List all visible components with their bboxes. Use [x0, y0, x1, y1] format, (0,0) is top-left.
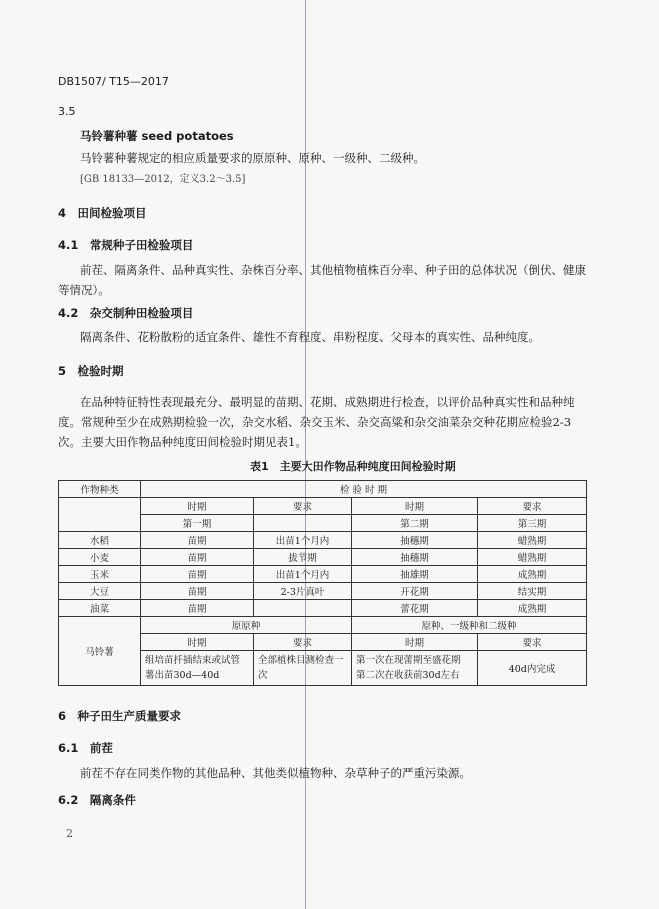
- section-4-1-text: 前茬、隔离条件、品种真实性、杂株百分率、其他植物植株百分率、种子田的总体状况（倒伏、健康等情况）。: [58, 263, 586, 297]
- crop-type-header: 作物种类: [59, 481, 141, 498]
- table-1-caption: 表1 主要大田作物品种纯度田间检验时期: [250, 460, 456, 473]
- potato-a-requirement: 全部植株目测检查一次: [254, 651, 352, 686]
- section-4-2-heading: 4.2 杂交制种田检验项目: [58, 306, 194, 320]
- page-number: 2: [66, 827, 73, 840]
- col-period: 时期: [352, 634, 478, 651]
- section-4-heading: 4 田间检验项目: [58, 206, 147, 220]
- col-requirement: 要求: [254, 498, 352, 515]
- period-header: 检 验 时 期: [141, 481, 587, 498]
- col-period: 时期: [141, 634, 254, 651]
- third-stage: 第三期: [478, 515, 587, 532]
- potato-crop: 马铃薯: [59, 617, 141, 686]
- potato-seed-class-a: 原原种: [141, 617, 352, 634]
- section-4-1-heading: 4.1 常规种子田检验项目: [58, 238, 194, 252]
- col-requirement: 要求: [478, 634, 587, 651]
- section-6-heading: 6 种子田生产质量要求: [58, 709, 182, 723]
- table-row: 小麦 苗期 拔节期 抽穗期 蜡熟期: [59, 549, 587, 566]
- table-row: 水稻 苗期 出苗1个月内 抽穗期 蜡熟期: [59, 532, 587, 549]
- first-stage: 第一期: [141, 515, 254, 532]
- section-6-1-heading: 6.1 前茬: [58, 741, 113, 755]
- potato-b-requirement: 40d内完成: [478, 651, 587, 686]
- col-period: 时期: [352, 498, 478, 515]
- potato-seed-class-b: 原种、一级种和二级种: [352, 617, 587, 634]
- section-5-heading: 5 检验时期: [58, 364, 124, 378]
- section-3-5-term: 马铃薯种薯 seed potatoes: [80, 129, 234, 143]
- table-row: 油菜 苗期 蕾花期 成熟期: [59, 600, 587, 617]
- section-3-5-reference: [GB 18133—2012，定义3.2～3.5]: [80, 174, 246, 185]
- table-row: 玉米 苗期 出苗1个月内 抽雄期 成熟期: [59, 566, 587, 583]
- col-period: 时期: [141, 498, 254, 515]
- document-code: DB1507/ T15—2017: [58, 75, 169, 88]
- second-stage: 第二期: [352, 515, 478, 532]
- table-row: 大豆 苗期 2-3片真叶 开花期 结实期: [59, 583, 587, 600]
- section-6-1-text: 前茬不存在同类作物的其他品种、其他类似植物种、杂草种子的严重污染源。: [80, 766, 471, 780]
- section-5-text: 在品种特征特性表现最充分、最明显的苗期、花期、成熟期进行检查，以评价品种真实性和品种纯度。常规种至少在成熟期检验一次，杂交水稻、杂交玉米、杂交高粱和杂交油菜杂交种花期应检验2-3次。主要大田作物品种纯度田间检验时期见表1。: [58, 395, 575, 449]
- section-4-2-text: 隔离条件、花粉散粉的适宜条件、雄性不育程度、串粉程度、父母本的真实性、品种纯度。: [80, 330, 540, 344]
- col-requirement: 要求: [254, 634, 352, 651]
- potato-a-period: 组培苗扦插结束或试管薯出苗30d—40d: [141, 651, 254, 686]
- potato-b-period: 第一次在现蕾期至盛花期 第二次在收获前30d左右: [352, 651, 478, 686]
- section-6-2-heading: 6.2 隔离条件: [58, 793, 136, 807]
- section-3-5-number: 3.5: [58, 105, 76, 118]
- table-1: [58, 480, 587, 686]
- col-requirement: 要求: [478, 498, 587, 515]
- section-3-5-definition: 马铃薯种薯规定的相应质量要求的原原种、原种、一级种、二级种。: [80, 151, 425, 165]
